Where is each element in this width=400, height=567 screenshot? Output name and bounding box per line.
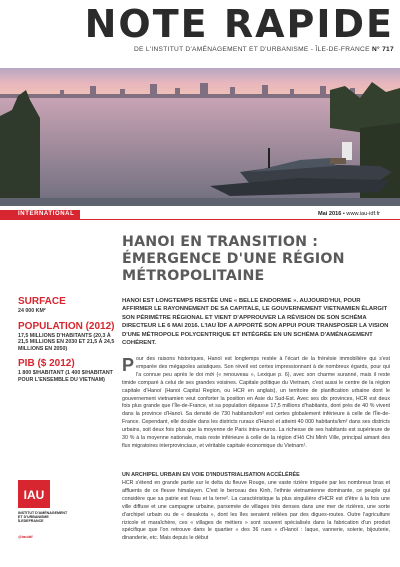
publication-title: NOTE RAPIDE (84, 2, 394, 46)
masthead (0, 0, 400, 68)
key-figure-value: 1 800 $/HABITANT (1 400 $/HABITANT POUR L'ENSEMBLE DU VIETNAM) (18, 370, 113, 383)
key-figure-value: 17,5 MILLIONS D'HABITANTS (20,3 À 21,5 MILLIONS EN 2030 ET 21,5 À 24,5 MILLIONS EN 2050) (18, 332, 115, 352)
issue-number: N° 717 (371, 46, 394, 53)
section-label: INTERNATIONAL (0, 210, 80, 219)
article-body-section: HCR s'étend en grande partie sur le delta du fleuve Rouge, une vaste rizière irriguée par les nombreux bras et affluents de ce fleuve himalayen. C'est le berceau des Kinh, l'ethnie vietnamienne dominante, ce peuple qui considère que sa patrie est l'eau et la terre². La caractéristique la plus singulière d'HCR est d'être à la fois une ville diffuse et une campagne urbaine, parsemée de villages très denses dans une mer de rizières, une sorte d'archipel urbain ou de « desakota », dont les îles seraient reliées par des digues-routes. Outre l'agriculture rizicole et maraîchère, ces « villages de métiers » sont souvent spécialisés dans la fabrication d'un produit spécifique que l'on retrouve dans le quartier « des 36 rues » d'Hanoï : laque, vannerie, soierie, bijouterie, dinanderie, etc. Mais depuis le début (122, 480, 390, 542)
article-body-intro (122, 356, 390, 451)
article-lead: HANOI EST LONGTEMPS RESTÉE UNE « BELLE ENDORMIE ». AUJOURD'HUI, POUR AFFIRMER LE RAYONNEMENT DE SA CAPITALE, LE GOUVERNEMENT VIETNAMIEN ÉLARGIT SON PÉRIMÈTRE RÉGIONAL ET VIENT D'APPROUVER LA RÉVISION DE SON SCHÉMA DIRECTEUR LE 6 MAI 2016. L'IAU ÎDF A APPORTÉ SON APPUI POUR TRANSPOSER LA VISION D'UNE MÉTROPOLE POLYCENTRIQUE ET INTÉGRÉE EN UN SCHÉMA D'AMÉNAGEMENT COHÉRENT. (122, 298, 389, 347)
divider-line (0, 219, 400, 220)
website-link[interactable]: www.iau-idf.fr (346, 211, 380, 217)
title-line: MÉTROPOLITAINE (122, 268, 265, 284)
rubric-bar (0, 210, 400, 219)
key-figure-surface (18, 296, 118, 315)
iau-logo (18, 480, 68, 540)
key-figure-heading: SURFACE (18, 296, 66, 307)
separator-dot: • (342, 211, 347, 217)
body-paragraph: our des raisons historiques, Hanoï est longtemps restée à l'écart de la frénésie immobilière qui s'est emparée des mégapoles asiatiques. Son réveil est certes impressionnant à de nombreux égards, pour qui l'a connue peu après le doi mới (« renouveau », Lexique p. 6), avec son charme suranné, mais il reste timide comparé à celui de ses grandes voisines. Capitale politique du Vietnam, c'est aussi le centre de la région capitale d'Hanoï (Hanoi Capital Region, ou HCR en anglais), un territoire de planification urbaine dont le gouvernement vietnamien veut conforter la position en Asie du Sud-Est. Avec ses dix provinces, HCR est deux fois plus grande que l'Île-de-France, et sa population dépasse 17,5 millions d'habitants, dont près de 40 % vivent dans la province d'Hanoï. Sa densité de 730 habitants/km² est certes globalement inférieure à celle de l'Île-de-France. Cependant, elle double dans les districts ruraux d'Hanoï et atteint 40 000 habitants/km² dans ses districts urbains, soit deux fois plus que la moyenne de Paris intra-muros. La richesse de ses habitants est supérieure de 30 % à la moyenne nationale, mais reste inférieure à celle de la région d'Hô Chi Minh Ville, principal aimant des flux migratoires interprovinciaux, et véritable capitale économique du Vietnam¹. (122, 356, 390, 449)
key-figure-heading: POPULATION (2012) (18, 320, 115, 332)
key-figures-sidebar (18, 296, 118, 390)
title-line: HANOI EN TRANSITION : (122, 234, 319, 250)
key-figure-value: 24 000 KM² (18, 308, 46, 314)
article-title (122, 234, 392, 285)
twitter-handle[interactable]: @iauidf (18, 534, 33, 539)
date-and-url (318, 210, 380, 219)
key-figure-gdp (18, 358, 118, 383)
logo-caption: INSTITUT D'AMÉNAGEMENT ET D'URBANISME ÎLEDEFRANCE (18, 511, 68, 524)
logo-mark: IAU (18, 480, 50, 508)
key-figure-population (18, 321, 118, 353)
key-figure-heading: PIB ($ 2012) (18, 358, 75, 370)
title-line: ÉMERGENCE D'UNE RÉGION (122, 251, 345, 267)
issue-date: Mai 2016 (318, 211, 342, 217)
cover-photo (0, 68, 400, 206)
publisher-name: DE L'INSTITUT D'AMÉNAGEMENT ET D'URBANISME - ÎLE-DE-FRANCE (133, 46, 370, 53)
drop-cap: P (122, 355, 135, 375)
publication-subtitle (134, 46, 394, 53)
section-subheading: UN ARCHIPEL URBAIN EN VOIE D'INDUSTRIALISATION ACCÉLÉRÉE (122, 472, 300, 478)
